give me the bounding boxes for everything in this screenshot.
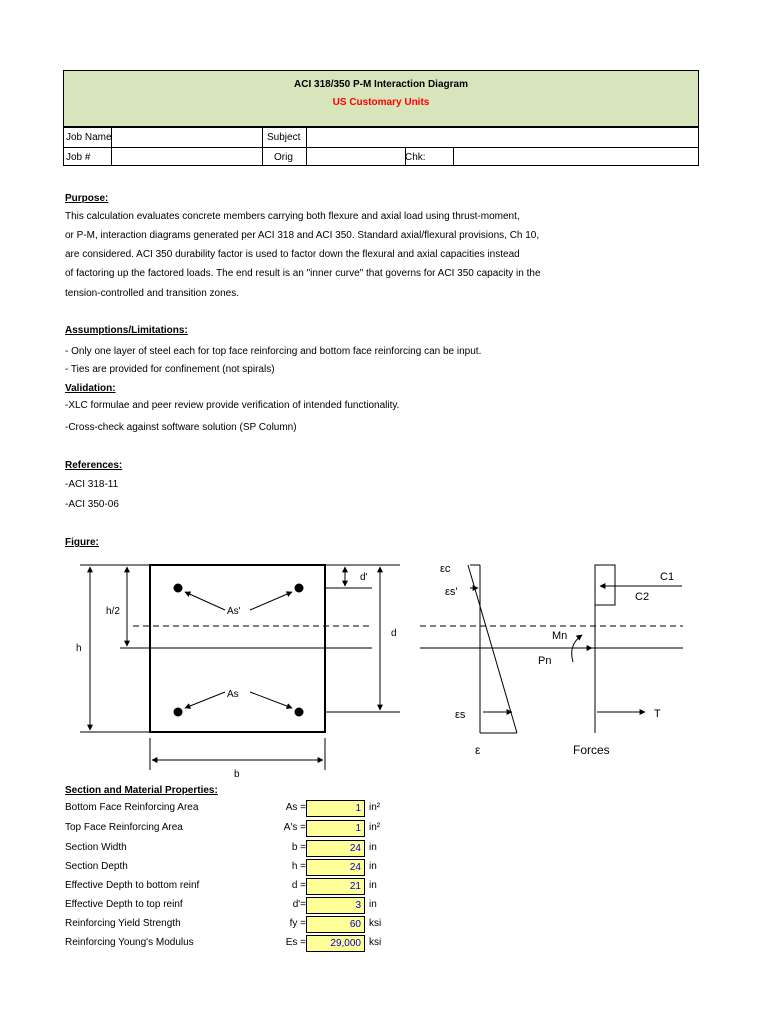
label-eps-s-prime: εs' [445, 586, 458, 598]
label-pn: Pn [538, 655, 552, 667]
label-as-prime: As' [227, 606, 241, 617]
assumption-line: - Ties are provided for confinement (not spirals) [65, 364, 275, 375]
rebar-bottom-right [295, 708, 304, 717]
subject-label: Subject [267, 132, 301, 143]
property-unit: in [369, 842, 377, 853]
property-symbol: d'= [292, 899, 306, 910]
rebar-top-right [295, 584, 304, 593]
section-depth-input[interactable]: 24 [306, 859, 365, 876]
label-d: d [391, 628, 397, 639]
purpose-line: tension-controlled and transition zones. [65, 288, 239, 299]
job-name-label: Job Name [66, 132, 112, 143]
yield-strength-input[interactable]: 60 [306, 916, 365, 933]
validation-heading: Validation: [65, 383, 116, 394]
property-symbol: b = [291, 842, 306, 853]
label-b: b [234, 769, 240, 780]
property-label: Effective Depth to top reinf [65, 899, 183, 910]
purpose-line: This calculation evaluates concrete members carrying both flexure and axial load using thrust-moment, [65, 211, 520, 222]
property-unit: in² [369, 822, 381, 833]
property-symbol: h = [291, 861, 306, 872]
label-c1: C1 [660, 571, 675, 583]
label-d-prime: d' [360, 572, 368, 583]
label-mn: Mn [552, 630, 568, 642]
purpose-heading: Purpose: [65, 193, 109, 204]
reference-line: -ACI 318-11 [65, 479, 119, 490]
label-eps-c: εc [440, 563, 451, 575]
effective-depth-bottom-input[interactable]: 21 [306, 878, 365, 895]
page-title: ACI 318/350 P-M Interaction Diagram [294, 79, 468, 90]
bottom-reinf-area-input[interactable]: 1 [306, 800, 365, 817]
job-number-label: Job # [66, 152, 91, 163]
property-label: Section Width [65, 842, 127, 853]
properties-heading: Section and Material Properties: [65, 785, 218, 796]
property-unit: in [369, 899, 377, 910]
property-label: Top Face Reinforcing Area [65, 822, 183, 833]
property-label: Reinforcing Young's Modulus [65, 937, 194, 948]
property-unit: ksi [369, 918, 382, 929]
top-reinf-area-input[interactable]: 1 [306, 820, 365, 837]
property-label: Effective Depth to bottom reinf [65, 880, 200, 891]
label-t: T [654, 708, 661, 720]
property-unit: in [369, 880, 377, 891]
label-c2: C2 [635, 591, 650, 603]
section-width-input[interactable]: 24 [306, 840, 365, 857]
assumption-line: - Only one layer of steel each for top face reinforcing and bottom face reinforcing can be input. [65, 346, 482, 357]
label-eps-s: εs [455, 709, 466, 721]
validation-line: -Cross-check against software solution (SP Column) [65, 422, 297, 433]
property-unit: in² [369, 802, 381, 813]
label-eps: ε [475, 743, 481, 757]
effective-depth-top-input[interactable]: 3 [306, 897, 365, 914]
rebar-top-left [174, 584, 183, 593]
label-forces: Forces [573, 743, 610, 757]
assumptions-heading: Assumptions/Limitations: [65, 325, 188, 336]
property-symbol: d = [291, 880, 306, 891]
rebar-bottom-left [174, 708, 183, 717]
label-as: As [227, 689, 239, 700]
property-label: Section Depth [65, 861, 128, 872]
property-unit: ksi [369, 937, 382, 948]
purpose-line: are considered. ACI 350 durability factor is used to factor down the flexural and axial capacities instead [65, 249, 520, 260]
property-unit: in [369, 861, 377, 872]
validation-line: -XLC formulae and peer review provide verification of intended functionality. [65, 400, 400, 411]
property-symbol: fy = [289, 918, 306, 929]
property-symbol: Es = [285, 937, 306, 948]
page-subtitle: US Customary Units [332, 97, 430, 108]
label-h: h [76, 643, 82, 654]
chk-label: Chk: [405, 152, 426, 163]
property-label: Reinforcing Yield Strength [65, 918, 181, 929]
purpose-line: or P-M, interaction diagrams generated per ACI 318 and ACI 350. Standard axial/flexural provisions, Ch 10, [65, 230, 540, 241]
label-h-half: h/2 [106, 606, 120, 617]
purpose-line: of factoring up the factored loads. The end result is an "inner curve" that governs for ACI 350 capacity in the [65, 268, 541, 279]
references-heading: References: [65, 460, 123, 471]
property-symbol: As = [285, 802, 306, 813]
orig-label: Orig [274, 152, 293, 163]
property-label: Bottom Face Reinforcing Area [65, 802, 199, 813]
reference-line: -ACI 350-06 [65, 499, 119, 510]
figure-heading: Figure: [65, 537, 99, 548]
youngs-modulus-input[interactable]: 29,000 [306, 935, 365, 952]
property-symbol: A's = [283, 822, 306, 833]
